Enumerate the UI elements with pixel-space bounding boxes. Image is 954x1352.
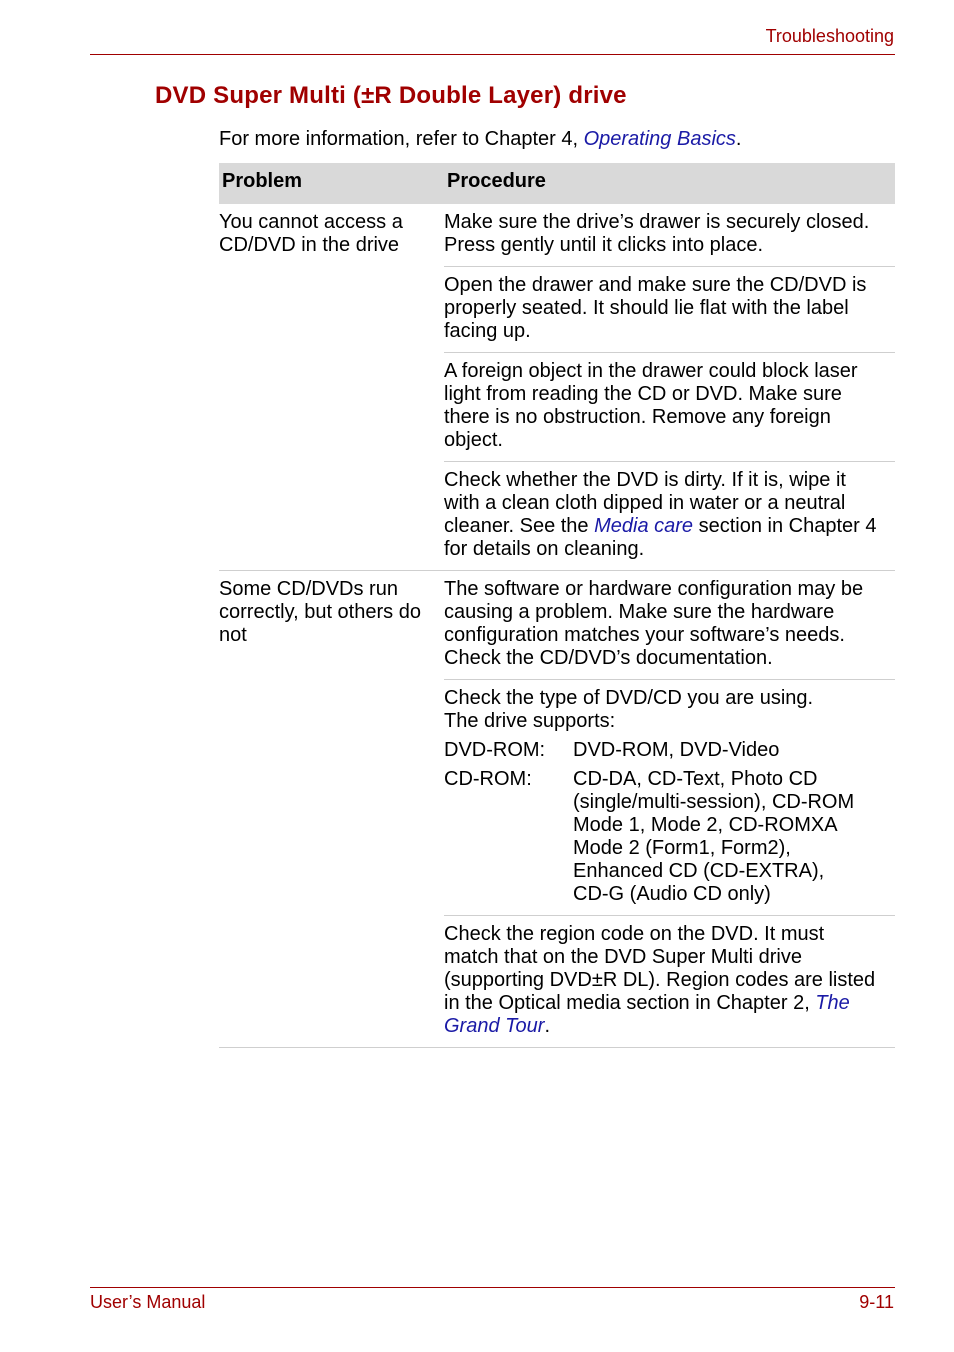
media-value — [573, 739, 895, 762]
problem-line: Some CD/DVDs run — [219, 578, 398, 600]
procedure-line: (supporting DVD±R DL). Region codes are listed — [444, 969, 876, 991]
procedure-line: with a clean cloth dipped in water or a neutral — [444, 492, 846, 514]
procedure-line: Check the CD/DVD’s documentation. — [444, 647, 773, 669]
procedure-line: A foreign object in the drawer could block laser — [444, 360, 858, 382]
grand-tour-link-cont[interactable]: Grand Tour — [444, 1015, 545, 1037]
procedure-text: cleaner. See the — [444, 515, 595, 537]
procedure-column — [444, 571, 895, 1047]
problem-line: not — [219, 624, 247, 646]
media-label: CD-ROM: — [444, 768, 532, 790]
procedure-cell — [444, 462, 895, 570]
procedure-line: configuration matches your software’s needs. — [444, 624, 845, 646]
procedure-line — [444, 515, 895, 538]
procedure-text: in the Optical media section in Chapter 2, — [444, 992, 816, 1014]
media-value-line: CD-DA, CD-Text, Photo CD — [573, 768, 818, 790]
problem-cell — [219, 571, 444, 1047]
table-row — [219, 571, 895, 1048]
media-value-line: DVD-ROM, DVD-Video — [573, 739, 780, 761]
procedure-line: Check whether the DVD is dirty. If it is, wipe it — [444, 469, 846, 491]
media-value-line: Enhanced CD (CD-EXTRA), — [573, 860, 825, 882]
procedure-line: The software or hardware configuration may be — [444, 578, 864, 600]
media-row-cd — [444, 768, 895, 906]
running-header: Troubleshooting — [765, 26, 894, 46]
operating-basics-link[interactable]: Operating Basics — [583, 128, 736, 150]
intro-text — [219, 128, 741, 151]
procedure-line: Open the drawer and make sure the CD/DVD is — [444, 274, 867, 296]
media-label: DVD-ROM: — [444, 739, 546, 761]
problem-line: correctly, but others do — [219, 601, 421, 623]
table-header — [219, 163, 895, 204]
procedure-cell — [444, 267, 895, 353]
procedure-text: section in Chapter 4 — [693, 515, 877, 537]
problem-cell — [219, 204, 444, 570]
media-value-line: Mode 1, Mode 2, CD-ROMXA — [573, 814, 838, 836]
procedure-line: for details on cleaning. — [444, 538, 645, 560]
procedure-cell — [444, 571, 895, 680]
footer-rule — [90, 1287, 895, 1288]
grand-tour-link[interactable]: The — [815, 992, 850, 1014]
section-title: DVD Super Multi (±R Double Layer) drive — [155, 82, 627, 109]
intro-period: . — [735, 128, 742, 150]
header-problem: Problem — [222, 170, 303, 192]
procedure-line: Make sure the drive’s drawer is securely closed. — [444, 211, 870, 233]
procedure-line: Check the region code on the DVD. It must — [444, 923, 825, 945]
intro-lead: For more information, refer to Chapter 4, — [219, 128, 584, 150]
table-row — [219, 204, 895, 571]
page-number: 9-11 — [859, 1292, 894, 1312]
procedure-line — [444, 1015, 895, 1038]
procedure-line — [444, 992, 895, 1015]
procedure-line: causing a problem. Make sure the hardware — [444, 601, 835, 623]
media-value-line: Mode 2 (Form1, Form2), — [573, 837, 791, 859]
media-care-link[interactable]: Media care — [594, 515, 694, 537]
procedure-cell — [444, 353, 895, 462]
procedure-line: The drive supports: — [444, 710, 616, 732]
procedure-cell — [444, 916, 895, 1047]
header-rule — [90, 54, 895, 55]
procedure-text: . — [544, 1015, 550, 1037]
procedure-line: Press gently until it clicks into place. — [444, 234, 764, 256]
procedure-line: light from reading the CD or DVD. Make sure — [444, 383, 842, 405]
procedure-column — [444, 204, 895, 570]
procedure-line: match that on the DVD Super Multi drive — [444, 946, 802, 968]
problem-line: You cannot access a — [219, 211, 403, 233]
header-procedure: Procedure — [447, 170, 546, 192]
problem-line: CD/DVD in the drive — [219, 234, 400, 256]
procedure-line: there is no obstruction. Remove any foreign — [444, 406, 831, 428]
media-value — [573, 768, 895, 906]
media-row-dvd — [444, 739, 895, 762]
media-value-line: (single/multi-session), CD-ROM — [573, 791, 855, 813]
procedure-cell — [444, 204, 895, 267]
procedure-line: Check the type of DVD/CD you are using. — [444, 687, 814, 709]
procedure-line: facing up. — [444, 320, 531, 342]
footer-manual: User’s Manual — [90, 1292, 206, 1312]
procedure-line: object. — [444, 429, 503, 451]
media-value-line: CD-G (Audio CD only) — [573, 883, 771, 905]
procedure-line: properly seated. It should lie flat with the label — [444, 297, 849, 319]
troubleshooting-table — [219, 163, 895, 1048]
procedure-cell — [444, 680, 895, 916]
